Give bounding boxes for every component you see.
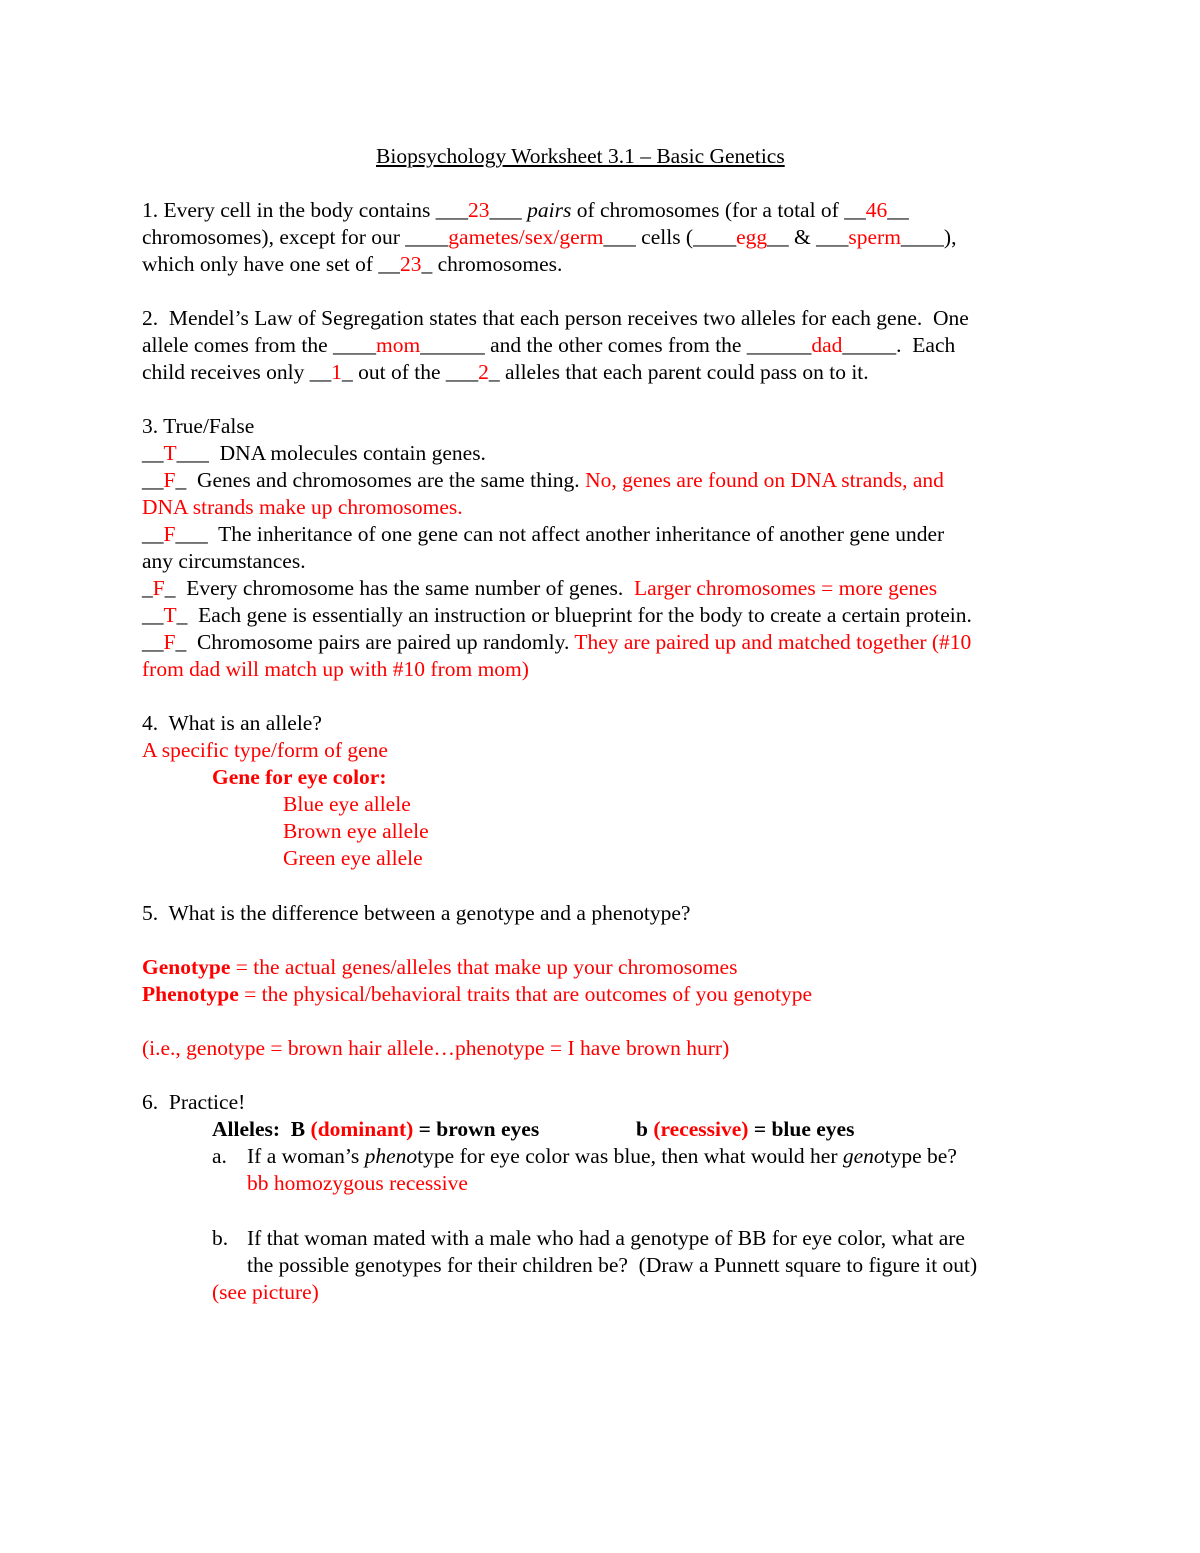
q5-phenotype-line: [142, 981, 812, 1008]
q3-answer-2: F: [163, 468, 176, 492]
q6-a-marker: a.: [212, 1144, 227, 1168]
q2-line-1: 2. Mendel’s Law of Segregation states that each person receives two alleles for each gene. One: [142, 306, 969, 330]
q1-text: ___ cells (____: [603, 225, 737, 249]
q6-heading: 6. Practice!: [142, 1090, 246, 1114]
q6-a-question: [247, 1143, 957, 1170]
q3-item-4: [142, 575, 937, 602]
q4-allele-item: Green eye allele: [283, 846, 423, 870]
q1-answer-cells: gametes/sex/germ: [448, 225, 604, 249]
q3-item-2: [142, 467, 944, 494]
q2-line-3: [142, 359, 869, 386]
q1-answer-pairs: 23: [468, 198, 490, 222]
q4-answer: A specific type/form of gene: [142, 738, 388, 762]
q2-text: child receives only __: [142, 360, 332, 384]
q3-blank: _: [142, 576, 153, 600]
q2-text: allele comes from the ____: [142, 333, 377, 357]
q6-dominant: (dominant): [310, 1117, 414, 1141]
q2-text: _____. Each: [842, 333, 956, 357]
q3-note-4: Larger chromosomes = more genes: [634, 576, 938, 600]
q4-question: 4. What is an allele?: [142, 711, 322, 735]
q2-text: _ out of the ___: [342, 360, 479, 384]
q6-b-question-line-1: If that woman mated with a male who had a genotype of BB for eye color, what are: [247, 1226, 965, 1250]
q1-text: which only have one set of __: [142, 252, 400, 276]
q2-text: ______ and the other comes from the ______: [420, 333, 812, 357]
q6-blue-eyes: = blue eyes: [748, 1117, 855, 1141]
q6-b-question-line-2: the possible genotypes for their children be? (Draw a Punnett square to figure it out): [247, 1253, 978, 1277]
q1-text: ___: [489, 198, 528, 222]
q3-statement: _ Every chromosome has the same number of genes.: [164, 576, 635, 600]
q3-note-2: No, genes are found on DNA strands, and: [585, 468, 944, 492]
q2-answer-one: 1: [331, 360, 343, 384]
q1-answer-total: 46: [865, 198, 888, 222]
q3-statement: ___ The inheritance of one gene can not affect another inheritance of another gene under: [175, 522, 945, 546]
q3-note-6: They are paired up and matched together (#10: [574, 630, 972, 654]
q5-genotype-def: = the actual genes/alleles that make up your chromosomes: [230, 955, 738, 979]
q3-statement: _ Genes and chromosomes are the same thing.: [175, 468, 586, 492]
q3-blank: __: [142, 603, 164, 627]
q1-text: 1. Every cell in the body contains ___: [142, 198, 469, 222]
q6-a-text: type be?: [884, 1144, 957, 1168]
q3-statement: ___ DNA molecules contain genes.: [176, 441, 486, 465]
q1-line-3: [142, 251, 562, 278]
q6-b-marker: b.: [212, 1226, 229, 1250]
q6-a-geno: geno: [842, 1144, 885, 1168]
q4-sub-heading: Gene for eye color:: [212, 765, 387, 789]
q1-answer-sperm: sperm: [848, 225, 901, 249]
q3-blank: __: [142, 468, 164, 492]
q1-text: __ & ___: [767, 225, 849, 249]
q2-line-2: [142, 332, 955, 359]
q3-answer-6: F: [163, 630, 176, 654]
q3-heading: 3. True/False: [142, 414, 255, 438]
q3-answer-3: F: [163, 522, 176, 546]
q3-blank: __: [142, 630, 164, 654]
q5-example: (i.e., genotype = brown hair allele…phenotype = I have brown hurr): [142, 1036, 730, 1060]
q6-alleles-label: Alleles: B: [212, 1117, 311, 1141]
q6-b-small: b: [636, 1117, 654, 1141]
q1-answer-egg: egg: [736, 225, 768, 249]
q1-pairs-emphasis: pairs: [527, 198, 572, 222]
q3-note-2-cont: DNA strands make up chromosomes.: [142, 495, 463, 519]
q5-genotype-line: [142, 954, 737, 981]
q3-item-5: [142, 602, 972, 629]
q1-line-2: [142, 224, 956, 251]
q3-blank: __: [142, 441, 164, 465]
q6-a-pheno: pheno: [364, 1144, 418, 1168]
q3-item-3-cont: any circumstances.: [142, 549, 306, 573]
q2-text: _ alleles that each parent could pass on to it.: [488, 360, 869, 384]
q3-answer-5: T: [163, 603, 177, 627]
q2-answer-dad: dad: [811, 333, 843, 357]
q6-recessive: (recessive): [653, 1117, 749, 1141]
q1-text: chromosomes), except for our ____: [142, 225, 449, 249]
q5-genotype-term: Genotype: [142, 955, 231, 979]
q3-answer-1: T: [163, 441, 177, 465]
q6-a-answer: bb homozygous recessive: [247, 1171, 468, 1195]
q3-item-1: [142, 440, 486, 467]
q3-statement: _ Each gene is essentially an instruction or blueprint for the body to create a certain protein.: [176, 603, 972, 627]
q5-question: 5. What is the difference between a genotype and a phenotype?: [142, 901, 691, 925]
q3-item-3: [142, 521, 944, 548]
q6-alleles-dominant: [212, 1116, 539, 1143]
q1-text: of chromosomes (for a total of __: [571, 198, 866, 222]
q3-note-6-cont: from dad will match up with #10 from mom): [142, 657, 529, 681]
q2-answer-mom: mom: [376, 333, 421, 357]
q1-answer-set: 23: [399, 252, 422, 276]
q5-phenotype-def: = the physical/behavioral traits that are outcomes of you genotype: [238, 982, 813, 1006]
q6-a-text: If a woman’s: [247, 1144, 365, 1168]
q3-item-6: [142, 629, 971, 656]
page-title: Biopsychology Worksheet 3.1 – Basic Genetics: [376, 144, 785, 168]
q1-text: __: [887, 198, 909, 222]
q6-a-text: type for eye color was blue, then what would her: [417, 1144, 843, 1168]
q6-b-answer: (see picture): [212, 1280, 319, 1304]
q1-text: ____),: [900, 225, 957, 249]
q4-allele-item: Brown eye allele: [283, 819, 429, 843]
q3-statement: _ Chromosome pairs are paired up randomly.: [175, 630, 575, 654]
q4-allele-item: Blue eye allele: [283, 792, 411, 816]
q6-alleles-recessive: [636, 1116, 854, 1143]
q1-text: _ chromosomes.: [421, 252, 563, 276]
q2-answer-two: 2: [478, 360, 489, 384]
q1-line-1: [142, 197, 909, 224]
q3-blank: __: [142, 522, 164, 546]
q5-phenotype-term: Phenotype: [142, 982, 239, 1006]
q6-brown-eyes: = brown eyes: [413, 1117, 540, 1141]
q3-answer-4: F: [152, 576, 165, 600]
